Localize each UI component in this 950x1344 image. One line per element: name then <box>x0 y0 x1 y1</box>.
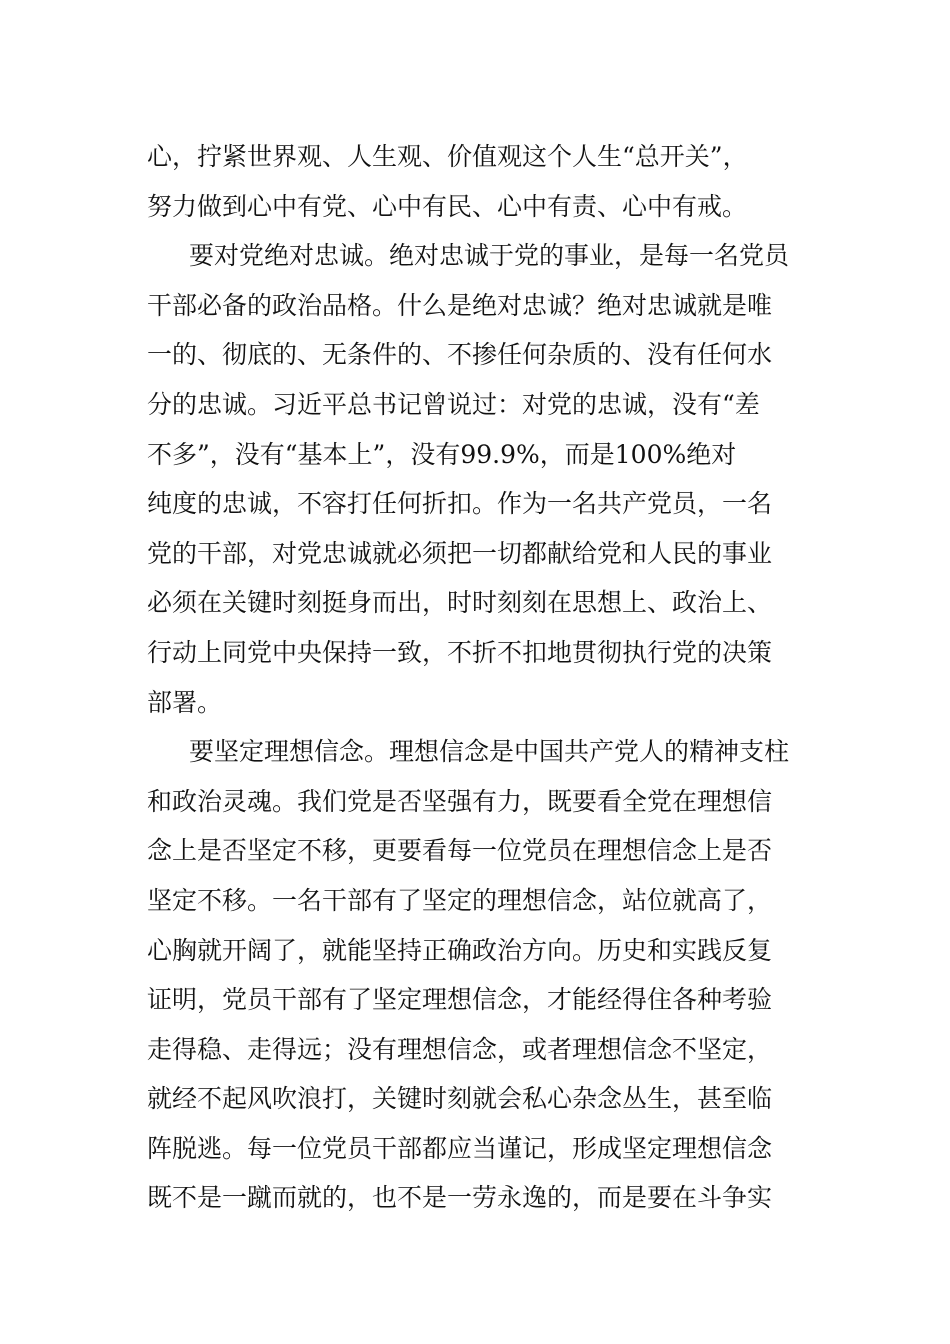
text-line: 党的干部，对党忠诚就必须把一切都献给党和人民的事业 <box>147 538 773 568</box>
text-line: 既不是一蹴而就的，也不是一劳永逸的，而是要在斗争实 <box>147 1183 773 1213</box>
text-line: 努力做到心中有党、心中有民、心中有责、心中有戒。 <box>147 191 748 221</box>
text-line: 必须在关键时刻挺身而出，时时刻刻在思想上、政治上、 <box>147 588 773 618</box>
text-line: 念上是否坚定不移，更要看每一位党员在理想信念上是否 <box>147 836 773 866</box>
body-text <box>147 132 817 1223</box>
text-line: 干部必备的政治品格。什么是绝对忠诚？绝对忠诚就是唯 <box>147 290 773 320</box>
text-line: 走得稳、走得远；没有理想信念，或者理想信念不坚定， <box>147 1034 773 1064</box>
text-line: 心，拧紧世界观、人生观、价值观这个人生“总开关”， <box>147 142 748 171</box>
text-line: 就经不起风吹浪打，关键时刻就会私心杂念丛生，甚至临 <box>147 1084 773 1114</box>
text-line: 和政治灵魂。我们党是否坚强有力，既要看全党在理想信 <box>147 786 773 816</box>
text-line: 部署。 <box>147 687 223 717</box>
paragraph-start-line: 要对党绝对忠诚。绝对忠诚于党的事业，是每一名党员 <box>189 241 790 271</box>
text-line: 坚定不移。一名干部有了坚定的理想信念，站位就高了， <box>147 885 773 915</box>
text-line: 阵脱逃。每一位党员干部都应当谨记，形成坚定理想信念 <box>147 1133 773 1163</box>
text-line: 一的、彻底的、无条件的、不掺任何杂质的、没有任何水 <box>147 340 773 370</box>
text-line: 不多”，没有“基本上”，没有99.9%，而是100%绝对 <box>147 439 737 469</box>
paragraph-start-line: 要坚定理想信念。理想信念是中国共产党人的精神支柱 <box>189 737 790 767</box>
text-line: 纯度的忠诚，不容打任何折扣。作为一名共产党员，一名 <box>147 489 773 519</box>
text-line: 行动上同党中央保持一致，不折不扣地贯彻执行党的决策 <box>147 637 773 667</box>
text-line: 心胸就开阔了，就能坚持正确政治方向。历史和实践反复 <box>147 935 773 965</box>
text-line: 分的忠诚。习近平总书记曾说过：对党的忠诚，没有“差 <box>147 389 760 419</box>
text-line: 证明，党员干部有了坚定理想信念，才能经得住各种考验 <box>147 985 773 1015</box>
